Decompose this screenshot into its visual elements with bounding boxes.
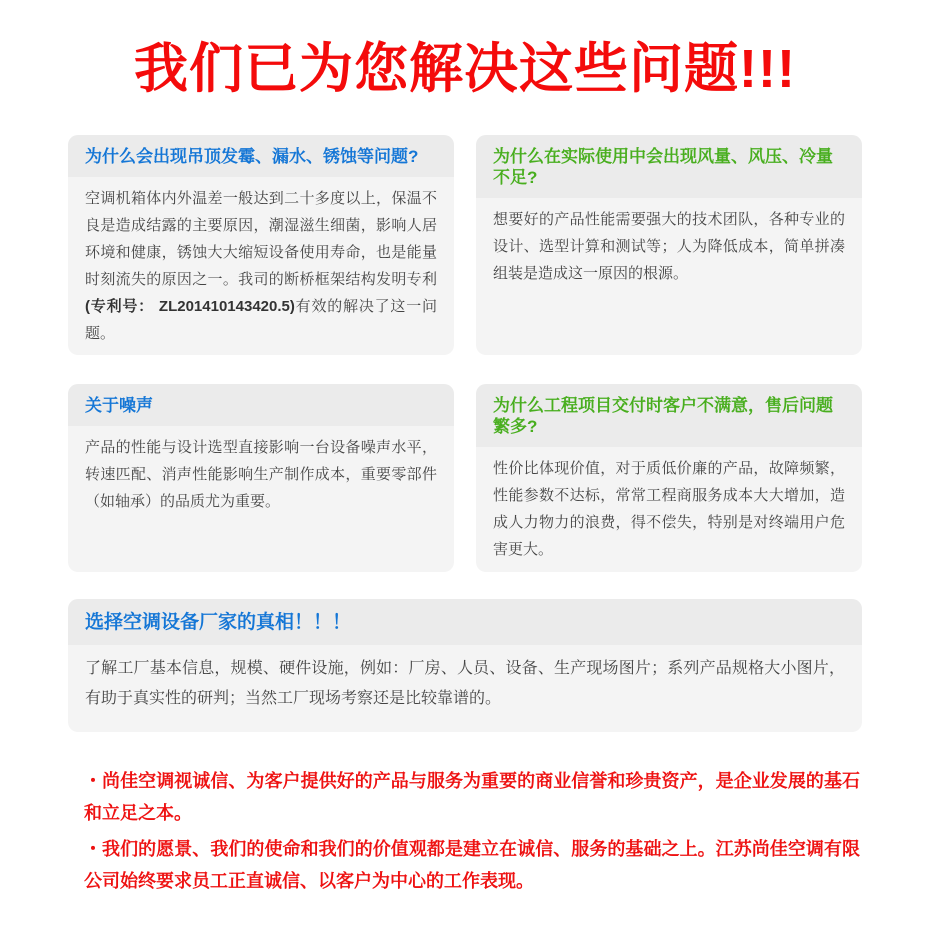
card-aftersales-body: 性价比体现价值，对于质低价廉的产品，故障频繁，性能参数不达标，常常工程商服务成本大大增加，造成人力物力的浪费，得不偿失，特别是对终端用户危害更大。 (493, 460, 845, 559)
page-title: 我们已为您解决这些问题!!! (134, 39, 796, 99)
card-airflow-shortage (476, 135, 862, 355)
promo-page (0, 34, 930, 930)
credo-vision-text: ・我们的愿景、我们的使命和我们的价值观都是建立在诚信、服务的基础之上。江苏尚佳空调有限公司始终要求员工正直诚信、以客户为中心的工作表现。 (84, 839, 860, 892)
company-credo-section (68, 765, 862, 897)
credo-integrity-text: ・尚佳空调视诚信、为客户提供好的产品与服务为重要的商业信誉和珍贵资产，是企业发展的基石和立足之本。 (84, 771, 860, 824)
card-factory-truth-body: 了解工厂基本信息，规模、硬件设施，例如：厂房、人员、设备、生产现场图片；系列产品规格大小图片，有助于真实性的研判；当然工厂现场考察还是比较靠谱的。 (85, 660, 845, 708)
card-mold-leak-rust (68, 135, 454, 355)
card-noise-body: 产品的性能与设计选型直接影响一台设备噪声水平，转速匹配、消声性能影响生产制作成本，重要零部件（如轴承）的品质尤为重要。 (85, 439, 437, 511)
card-body-text: 空调机箱体内外温差一般达到二十多度以上，保温不良是造成结露的主要原因，潮湿滋生细菌，影响人居环境和健康，锈蚀大大缩短设备使用寿命，也是能量时刻流失的原因之一。我司的断桥框架结构发明专利 (85, 190, 437, 289)
card-factory-truth-title: 选择空调设备厂家的真相！！！ (68, 599, 862, 645)
card-aftersales (476, 384, 862, 572)
card-body-text: 有效的解决了这一问题。 (85, 298, 437, 343)
card-factory-truth (68, 599, 862, 732)
patent-number-text: (专利号： ZL201410143420.5) (85, 298, 295, 316)
card-mold-leak-rust-title: 为什么会出现吊顶发霉、漏水、锈蚀等问题? (68, 135, 454, 177)
card-noise-title: 关于噪声 (68, 384, 454, 426)
card-airflow-shortage-body: 想要好的产品性能需要强大的技术团队，各种专业的设计、选型计算和测试等；人为降低成本，简单拼凑组装是造成这一原因的根源。 (493, 211, 845, 283)
card-airflow-shortage-title: 为什么在实际使用中会出现风量、风压、冷量不足? (476, 135, 862, 198)
card-aftersales-title: 为什么工程项目交付时客户不满意，售后问题繁多? (476, 384, 862, 447)
card-mold-leak-rust-body (68, 177, 454, 355)
cards-row-bottom (68, 384, 862, 572)
problem-cards-grid (68, 135, 862, 572)
card-noise (68, 384, 454, 572)
cards-row-top (68, 135, 862, 355)
